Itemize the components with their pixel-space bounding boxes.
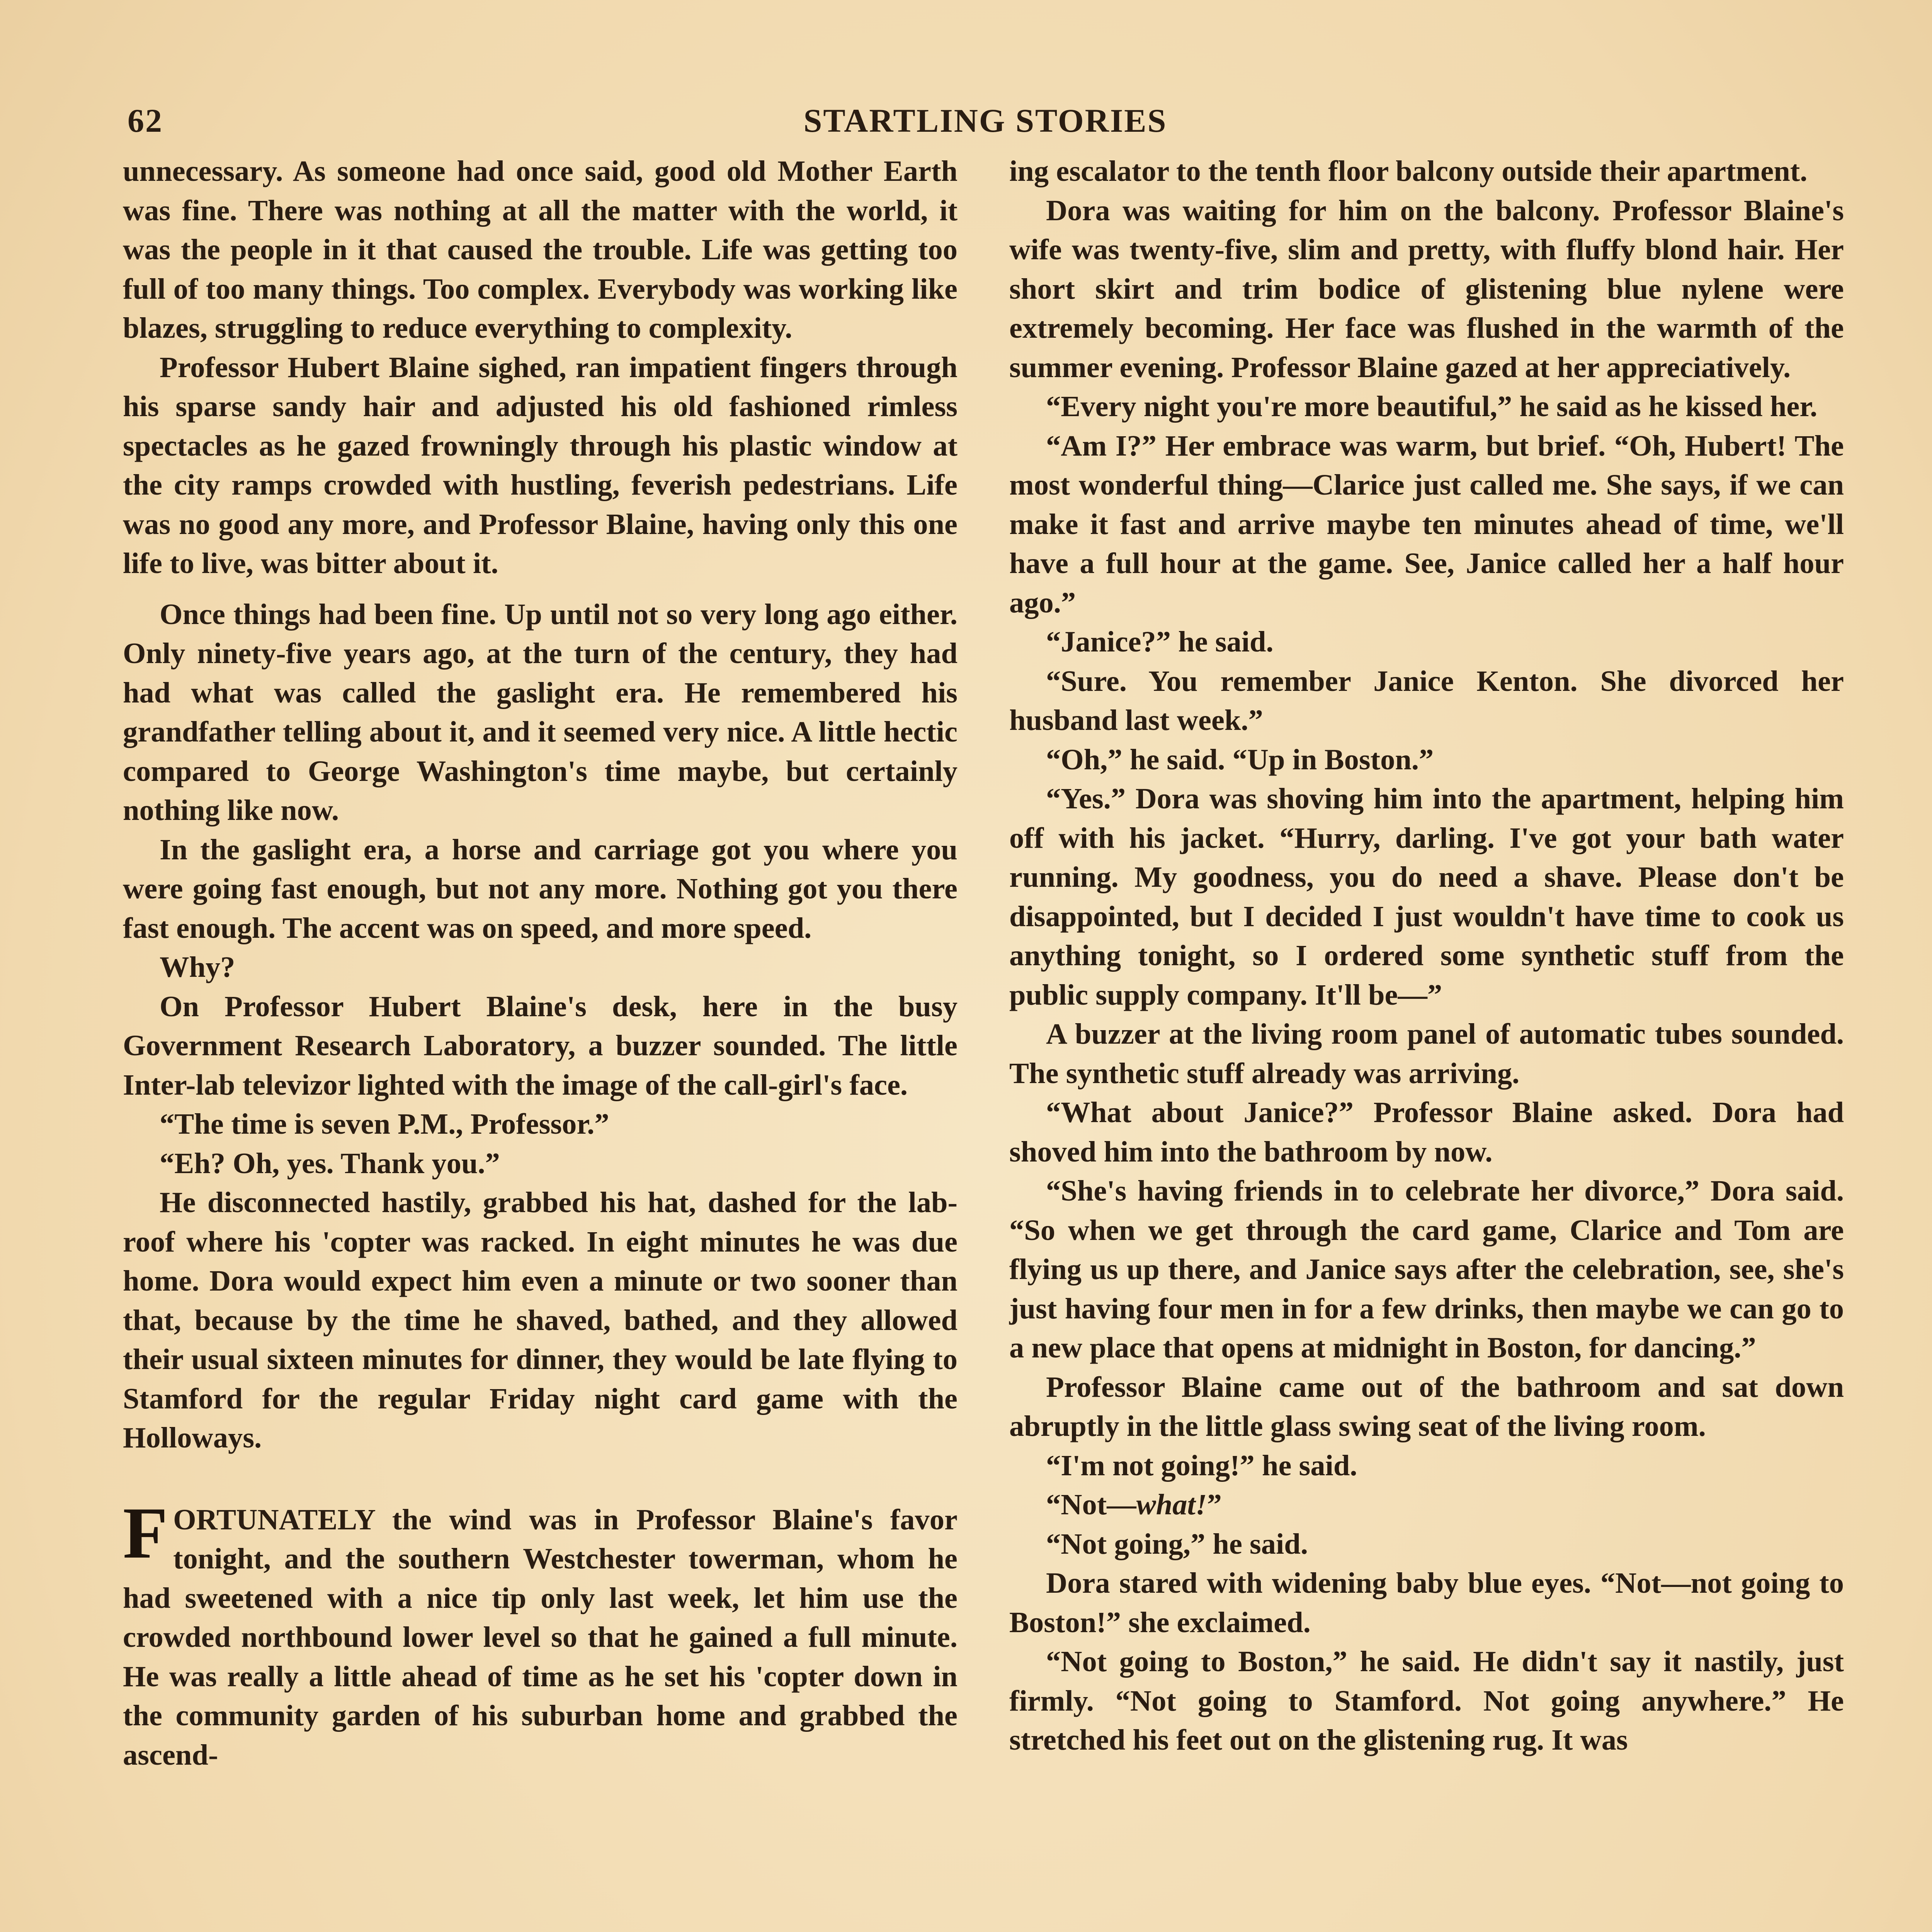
page-number: 62	[128, 102, 163, 139]
paragraph: “I'm not going!” he said.	[1046, 1449, 1357, 1482]
paragraph	[1009, 1485, 1844, 1524]
left-column	[123, 151, 957, 1774]
magazine-title: STARTLING STORIES	[803, 102, 1167, 139]
paragraph: ing escalator to the tenth floor balcony outside their apartment.	[1009, 155, 1808, 187]
paragraph: He disconnected hastily, grabbed his hat, dashed for the lab-roof where his 'copter was racked. In eight minutes he was due home. Dora would expect him even a minute or two sooner than that, because by the time he shaved, bathed, and they allowed their usual sixteen minutes for dinner, they would be late flying to Stamford for the regular Friday night card game with the Holloways.	[123, 1186, 957, 1454]
paragraph: “Yes.” Dora was shoving him into the apartment, helping him off with his jacket. “Hurry, darling. I've got your bath water running. My goodness, you do need a shave. Please don't be disappointed, but I decided I just wouldn't have time to cook us anything tonight, so I ordered some synthetic stuff from the public supply company. It'll be—”	[1009, 782, 1844, 1011]
paragraph: “She's having friends in to celebrate her divorce,” Dora said. “So when we get through the card game, Clarice and Tom are flying us up there, and Janice says after the celebration, see, she's just having four men in for a few drinks, then maybe we can go to a new place that opens at midnight in Boston, for dancing.”	[1009, 1174, 1844, 1364]
drop-cap: F	[123, 1492, 168, 1574]
dialogue-start: “Not—	[1046, 1488, 1136, 1521]
section-text: ORTUNATELY the wind was in Professor Blaine's favor tonight, and the southern Westchester towerman, whom he had sweetened with a nice tip only last week, let him use the crowded northbound lower level so that he gained a full minute. He was really a little ahead of time as he set his 'copter down in the community garden of his suburban home and grabbed the ascend-	[123, 1503, 957, 1771]
emphasized-word: what!	[1136, 1488, 1207, 1521]
paragraph: “Not going,” he said.	[1046, 1527, 1308, 1560]
paragraph: Why?	[160, 951, 235, 983]
right-column	[1009, 151, 1844, 1760]
paragraph: “Not going to Boston,” he said. He didn't say it nastily, just firmly. “Not going to Stamford. Not going anywhere.” He stretched his feet out on the glistening rug. It was	[1009, 1645, 1844, 1756]
paragraph: Dora stared with widening baby blue eyes. “Not—not going to Boston!” she exclaimed.	[1009, 1566, 1844, 1639]
paragraph: Dora was waiting for him on the balcony. Professor Blaine's wife was twenty-five, slim and pretty, with fluffy blond hair. Her short skirt and trim bodice of glistening blue nylene were extremely becoming. Her face was flushed in the warmth of the summer evening. Professor Blaine gazed at her appreciatively.	[1009, 194, 1844, 384]
paragraph: “Eh? Oh, yes. Thank you.”	[160, 1146, 500, 1180]
paragraph: “The time is seven P.M., Professor.”	[160, 1107, 609, 1140]
paragraph: “Oh,” he said. “Up in Boston.”	[1046, 743, 1434, 776]
dialogue-end: ”	[1207, 1488, 1222, 1521]
paragraph: Once things had been fine. Up until not so very long ago either. Only ninety-five years ago, at the turn of the century, they had had what was called the gaslight era. He remembered his grandfather telling about it, and it seemed very nice. A little hectic compared to George Washington's time maybe, but certainly nothing like now.	[123, 597, 957, 827]
page-header	[128, 101, 1843, 144]
paragraph: In the gaslight era, a horse and carriage got you where you were going fast enough, but not any more. Nothing got you there fast enough. The accent was on speed, and more speed.	[123, 833, 957, 944]
paragraph: “Sure. You remember Janice Kenton. She divorced her husband last week.”	[1009, 664, 1844, 736]
paragraph: “Am I?” Her embrace was warm, but brief. “Oh, Hubert! The most wonderful thing—Clarice just called me. She says, if we can make it fast and arrive maybe ten minutes ahead of time, we'll have a full hour at the game. See, Janice called her a half hour ago.”	[1009, 429, 1844, 619]
paragraph: Professor Blaine came out of the bathroom and sat down abruptly in the little glass swing seat of the living room.	[1009, 1370, 1844, 1442]
paragraph: “Janice?” he said.	[1046, 625, 1274, 658]
paragraph: unnecessary. As someone had once said, good old Mother Earth was fine. There was nothing at all the matter with the world, it was the people in it that caused the trouble. Life was getting too full of too many things. Too complex. Everybody was working like blazes, struggling to reduce everything to complexity.	[123, 155, 957, 344]
paragraph: Professor Hubert Blaine sighed, ran impatient fingers through his sparse sandy hair and adjusted his old fashioned rimless spectacles as he gazed frowningly through his plastic window at the city ramps crowded with hustling, feverish pedestrians. Life was no good any more, and Professor Blaine, having only this one life to live, was bitter about it.	[123, 350, 957, 580]
paragraph: “What about Janice?” Professor Blaine asked. Dora had shoved him into the bathroom by now.	[1009, 1096, 1844, 1168]
paragraph: A buzzer at the living room panel of automatic tubes sounded. The synthetic stuff already was arriving.	[1009, 1017, 1844, 1090]
section-opening-paragraph	[123, 1492, 957, 1775]
paragraph: “Every night you're more beautiful,” he said as he kissed her.	[1046, 390, 1818, 423]
paragraph: On Professor Hubert Blaine's desk, here in the busy Government Research Laboratory, a buzzer sounded. The little Inter-lab televizor lighted with the image of the call-girl's face.	[123, 990, 957, 1101]
